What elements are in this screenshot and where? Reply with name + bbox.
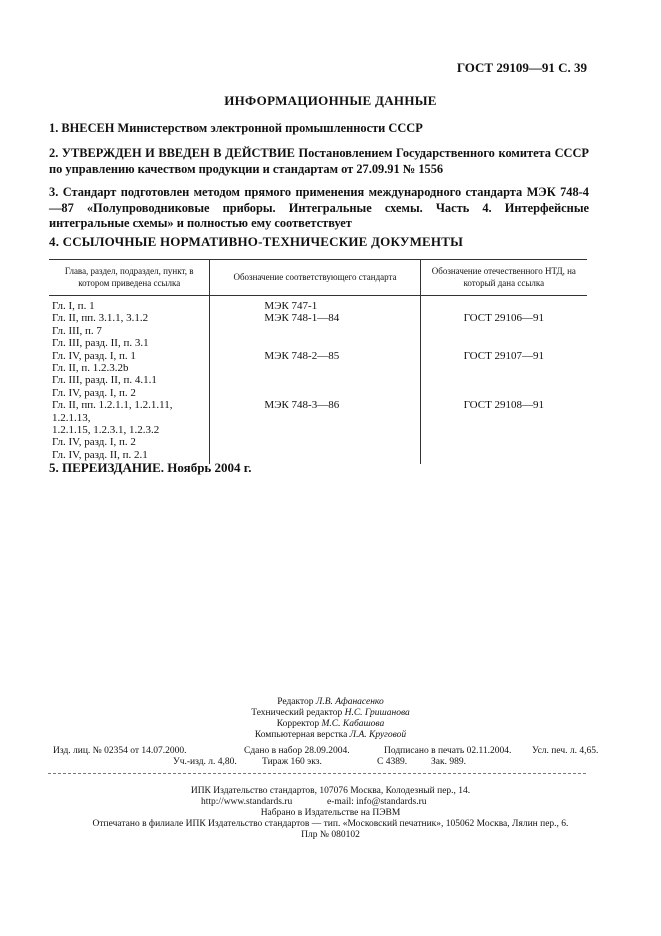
- table-row: [49, 399, 587, 424]
- table-cell: [420, 337, 587, 349]
- info-item-3: [49, 185, 589, 232]
- credit-name: Н.С. Гришанова: [344, 708, 410, 718]
- table-cell: Гл. III, разд. II, п. 3.1: [52, 337, 149, 350]
- pub-order: Зак. 989.: [431, 757, 466, 767]
- table-cell: [210, 387, 420, 399]
- credit-name: Л.В. Афанасенко: [315, 697, 384, 707]
- credit-corrector: [0, 719, 661, 730]
- table-cell: [420, 374, 587, 386]
- table-cell: [420, 436, 587, 448]
- pub-signed: Подписано в печать 02.11.2004.: [384, 746, 512, 756]
- table-row: [49, 312, 587, 324]
- table-cell: ГОСТ 29107—91: [420, 350, 587, 362]
- table-cell: [210, 436, 420, 448]
- table-cell: [210, 374, 420, 386]
- table-cell: [420, 387, 587, 399]
- pub-sent: Сдано в набор 28.09.2004.: [244, 746, 350, 756]
- credit-editor: [0, 697, 661, 708]
- item-text: Стандарт подготовлен методом прямого применения международного стандарта МЭК 748-4—87 «Полупроводниковые приборы. Интегральные схемы. Часть 4. Интерфейсные интегральные схемы» и полностью ему соответствует: [49, 185, 589, 230]
- table-cell: МЭК 747-1: [210, 296, 420, 313]
- table-cell: [210, 362, 420, 374]
- imprint-web: http://www.standards.ru: [201, 797, 293, 807]
- item-number: 3.: [49, 185, 59, 199]
- table-row: [49, 424, 587, 436]
- imprint-line-3: Набрано в Издательстве на ПЭВМ: [260, 808, 401, 818]
- column-header-standard: Обозначение соответствующего стандарта: [210, 260, 420, 296]
- table-header-row: [49, 260, 587, 296]
- info-item-2: [49, 146, 589, 177]
- table-cell: [210, 337, 420, 349]
- table-cell: [210, 325, 420, 337]
- credit-role: Редактор: [277, 697, 314, 707]
- column-header-chapter: Глава, раздел, подраздел, пункт, в котором приведена ссылка: [49, 260, 210, 296]
- credit-name: М.С. Кабашова: [321, 719, 385, 729]
- info-item-1: [49, 121, 589, 137]
- table-row: [49, 362, 587, 374]
- item-number: 1.: [49, 121, 59, 135]
- page-title: ИНФОРМАЦИОННЫЕ ДАННЫЕ: [224, 93, 437, 108]
- pub-edsheets: Уч.-изд. л. 4,80.: [173, 757, 237, 767]
- table-cell: [420, 296, 587, 313]
- pub-license: Изд. лиц. № 02354 от 14.07.2000.: [53, 746, 187, 756]
- table-cell: ГОСТ 29108—91: [420, 399, 587, 424]
- table-cell: Гл. IV, разд. II, п. 2.1: [52, 448, 148, 461]
- credit-tech-editor: [0, 708, 661, 719]
- table-row: [49, 325, 587, 337]
- pub-run: Тираж 160 экз.: [262, 757, 322, 767]
- table-cell: [210, 424, 420, 436]
- table-cell: [420, 424, 587, 436]
- page-header-code: ГОСТ 29109—91 С. 39: [456, 60, 587, 75]
- section-4-title: 4. ССЫЛОЧНЫЕ НОРМАТИВНО-ТЕХНИЧЕСКИЕ ДОКУМЕНТЫ: [49, 234, 464, 249]
- credit-layout: [0, 730, 661, 741]
- table-cell: Гл. II, п. 1.2.3.2b: [52, 362, 129, 375]
- table-cell: Гл. III, разд. II, п. 4.1.1: [52, 374, 157, 387]
- item-text: Постановлением Государственного комитета СССР по управлению качеством продукции и стандартам от 27.09.91 № 1556: [49, 146, 589, 176]
- table-cell: Гл. II, пп. 3.1.1, 3.1.2: [52, 312, 149, 325]
- table-cell: Гл. III, п. 7: [52, 324, 102, 337]
- table-cell: Гл. IV, разд. I, п. 2: [52, 436, 136, 449]
- references-table: [49, 259, 587, 464]
- column-header-national: Обозначение отечественного НТД, на который дана ссылка: [420, 260, 587, 296]
- table-row: [49, 337, 587, 349]
- table-row: [49, 374, 587, 386]
- table-cell: МЭК 748-3—86: [210, 399, 420, 424]
- table-cell: ГОСТ 29106—91: [420, 312, 587, 324]
- item-text: Министерством электронной промышленности СССР: [117, 121, 423, 135]
- table-row: [49, 296, 587, 313]
- imprint-email: e-mail: info@standards.ru: [327, 797, 427, 807]
- table-cell: Гл. IV, разд. I, п. 1: [52, 349, 136, 362]
- imprint-line-5: Плр № 080102: [301, 830, 360, 840]
- imprint-line-1: ИПК Издательство стандартов, 107076 Москва, Колодезный пер., 14.: [190, 786, 471, 796]
- credit-role: Компьютерная верстка: [254, 730, 348, 740]
- credit-role: Корректор: [276, 719, 320, 729]
- table-cell: [420, 362, 587, 374]
- divider: [48, 773, 586, 774]
- table-cell: МЭК 748-1—84: [210, 312, 420, 324]
- item-number: 2.: [49, 146, 59, 160]
- table-cell: МЭК 748-2—85: [210, 350, 420, 362]
- credit-name: Л.А. Круговой: [349, 730, 407, 740]
- table-cell: Гл. I, п. 1: [52, 300, 95, 312]
- pub-sheets: Усл. печ. л. 4,65.: [532, 746, 599, 756]
- table-row: [49, 350, 587, 362]
- pub-c: С 4389.: [377, 757, 408, 767]
- table-cell: [420, 325, 587, 337]
- table-cell: [420, 449, 587, 464]
- table-cell: Гл. II, пп. 1.2.1.1, 1.2.1.11, 1.2.1.13,: [52, 399, 173, 424]
- imprint-line-4: Отпечатано в филиале ИПК Издательство стандартов — тип. «Московский печатник», 105062 Москва, Лялин пер., 6.: [92, 819, 569, 829]
- table-row: [49, 436, 587, 448]
- table-cell: 1.2.1.15, 1.2.3.1, 1.2.3.2: [52, 424, 160, 437]
- table-cell: Гл. IV, разд. I, п. 2: [52, 386, 136, 399]
- item-lead: УТВЕРЖДЕН И ВВЕДЕН В ДЕЙСТВИЕ: [61, 146, 295, 160]
- reissue-note: 5. ПЕРЕИЗДАНИЕ. Ноябрь 2004 г.: [49, 460, 252, 475]
- item-lead: ВНЕСЕН: [61, 121, 115, 135]
- table-row: [49, 387, 587, 399]
- credit-role: Технический редактор: [251, 708, 343, 718]
